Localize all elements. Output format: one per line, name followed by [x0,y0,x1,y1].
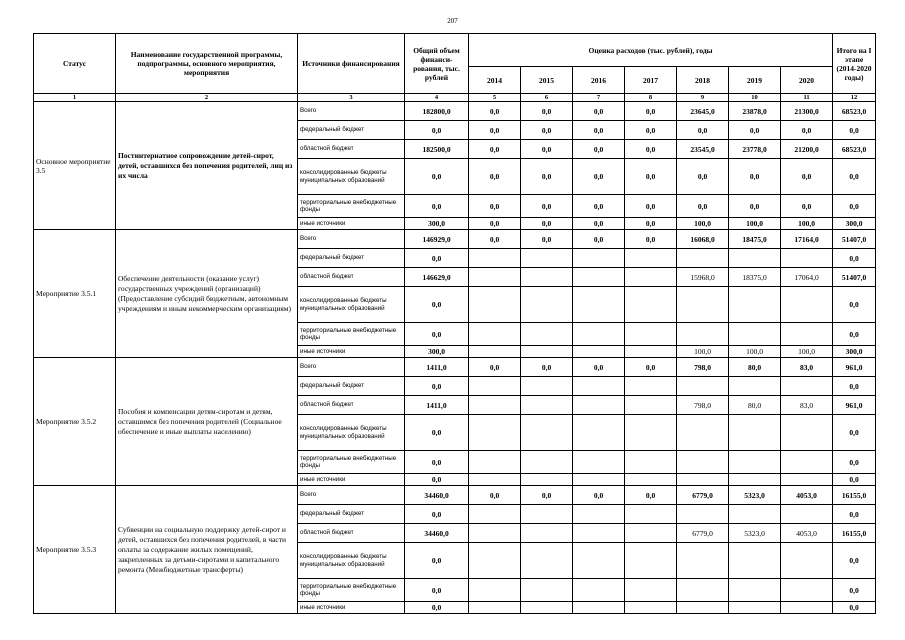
column-number: 9 [677,94,729,102]
year-value [469,451,521,474]
year-value: 80,0 [729,396,781,415]
total-value: 0,0 [405,249,469,268]
year-value: 4053,0 [781,524,833,543]
stage-total-value: 0,0 [833,474,876,486]
year-value: 100,0 [677,346,729,358]
funding-source: федеральный бюджет [298,249,405,268]
total-value: 34460,0 [405,486,469,505]
funding-source: иные источники [298,218,405,230]
year-value: 0,0 [469,102,521,121]
year-value [781,579,833,602]
year-value [729,474,781,486]
year-value [573,249,625,268]
year-value [729,543,781,579]
column-number: 3 [298,94,405,102]
column-number: 4 [405,94,469,102]
funding-source: консолидированные бюджеты муниципальных образований [298,287,405,323]
funding-source: областной бюджет [298,396,405,415]
column-number: 10 [729,94,781,102]
year-value: 0,0 [625,102,677,121]
year-value: 6779,0 [677,524,729,543]
year-value: 0,0 [573,195,625,218]
year-value [521,451,573,474]
year-value [573,287,625,323]
total-value: 1411,0 [405,396,469,415]
year-value [625,524,677,543]
year-value [625,268,677,287]
funding-source: территориальные внебюджетные фонды [298,195,405,218]
table-row [34,230,876,249]
header-year: 2016 [573,67,625,94]
year-value [521,543,573,579]
year-value: 0,0 [521,486,573,505]
year-value [573,323,625,346]
total-value: 0,0 [405,474,469,486]
total-value: 0,0 [405,323,469,346]
year-value [729,377,781,396]
year-value: 0,0 [625,159,677,195]
year-value [625,377,677,396]
year-value: 0,0 [573,486,625,505]
stage-total-value: 300,0 [833,218,876,230]
total-value: 146629,0 [405,268,469,287]
year-value [469,287,521,323]
year-value: 0,0 [781,121,833,140]
year-value [573,396,625,415]
year-value [469,579,521,602]
year-value [781,602,833,614]
year-value [573,451,625,474]
year-value: 798,0 [677,396,729,415]
header-year: 2020 [781,67,833,94]
funding-source: Всего [298,230,405,249]
total-value: 300,0 [405,346,469,358]
year-value: 100,0 [781,218,833,230]
year-value [781,415,833,451]
year-value: 18375,0 [729,268,781,287]
stage-total-value: 0,0 [833,505,876,524]
year-value: 100,0 [781,346,833,358]
year-value: 100,0 [729,346,781,358]
year-value: 80,0 [729,358,781,377]
column-number: 11 [781,94,833,102]
year-value: 0,0 [469,140,521,159]
total-value: 182500,0 [405,140,469,159]
year-value [469,268,521,287]
funding-source: территориальные внебюджетные фонды [298,323,405,346]
year-value: 0,0 [729,195,781,218]
total-value: 0,0 [405,579,469,602]
year-value: 17164,0 [781,230,833,249]
column-number: 1 [34,94,116,102]
year-value [625,323,677,346]
year-value [729,602,781,614]
year-value [729,505,781,524]
year-value [625,505,677,524]
total-value: 146929,0 [405,230,469,249]
year-value: 23878,0 [729,102,781,121]
year-value [469,474,521,486]
funding-source: иные источники [298,474,405,486]
column-number: 7 [573,94,625,102]
header-year: 2017 [625,67,677,94]
year-value: 100,0 [729,218,781,230]
year-value [573,579,625,602]
stage-total-value: 961,0 [833,358,876,377]
year-value [677,377,729,396]
year-value: 0,0 [729,159,781,195]
year-value: 0,0 [573,358,625,377]
year-value [521,346,573,358]
year-value [729,451,781,474]
year-value [781,323,833,346]
funding-source: иные источники [298,602,405,614]
stage-total-value: 0,0 [833,195,876,218]
row-name: Обеспечение деятельности (оказание услуг) государственных учреждений (организаций) (Предоставление субсидий бюджетным, автономным учреждениям и иным некоммерческим организациям) [116,230,298,358]
total-value: 0,0 [405,159,469,195]
total-value: 0,0 [405,377,469,396]
header-stage-total: Итого на I этапе (2014-2020 годы) [833,34,876,94]
header-estimate: Оценка расходов (тыс. рублей), годы [469,34,833,67]
year-value [625,346,677,358]
year-value [469,377,521,396]
total-value: 0,0 [405,543,469,579]
table-row [34,486,876,505]
stage-total-value: 16155,0 [833,486,876,505]
year-value [469,323,521,346]
total-value: 0,0 [405,415,469,451]
stage-total-value: 0,0 [833,543,876,579]
stage-total-value: 0,0 [833,287,876,323]
year-value [521,524,573,543]
year-value [625,474,677,486]
year-value: 0,0 [625,358,677,377]
funding-source: консолидированные бюджеты муниципальных образований [298,543,405,579]
year-value: 0,0 [677,195,729,218]
year-value: 0,0 [521,230,573,249]
year-value [625,287,677,323]
table-row [34,102,876,121]
year-value [625,543,677,579]
year-value: 0,0 [469,218,521,230]
year-value: 4053,0 [781,486,833,505]
year-value [625,602,677,614]
total-value: 0,0 [405,451,469,474]
year-value: 0,0 [573,218,625,230]
year-value [573,377,625,396]
year-value: 0,0 [625,218,677,230]
total-value: 182800,0 [405,102,469,121]
year-value [781,287,833,323]
funding-source: федеральный бюджет [298,377,405,396]
year-value [625,451,677,474]
stage-total-value: 0,0 [833,451,876,474]
year-value: 0,0 [521,195,573,218]
year-value: 0,0 [781,195,833,218]
year-value [469,524,521,543]
stage-total-value: 0,0 [833,121,876,140]
year-value [573,474,625,486]
year-value: 0,0 [521,140,573,159]
funding-source: областной бюджет [298,140,405,159]
year-value [781,474,833,486]
year-value: 0,0 [781,159,833,195]
year-value [521,474,573,486]
year-value: 0,0 [521,358,573,377]
year-value [573,415,625,451]
year-value [781,249,833,268]
funding-source: консолидированные бюджеты муниципальных образований [298,159,405,195]
total-value: 300,0 [405,218,469,230]
year-value: 0,0 [625,486,677,505]
year-value: 16068,0 [677,230,729,249]
year-value: 18475,0 [729,230,781,249]
column-number: 6 [521,94,573,102]
column-number: 8 [625,94,677,102]
column-number: 2 [116,94,298,102]
header-source: Источники финансирования [298,34,405,94]
header-name: Наименование государственной программы, подпрограммы, основного мероприятия, мероприятия [116,34,298,94]
year-value [521,415,573,451]
row-name: Пособия и компенсации детям-сиротам и детям, оставшимся без попечения родителей (Социальное обеспечение и иные выплаты населению) [116,358,298,486]
total-value: 0,0 [405,602,469,614]
year-value [573,602,625,614]
year-value [573,524,625,543]
stage-total-value: 300,0 [833,346,876,358]
year-value: 0,0 [469,486,521,505]
header-year: 2014 [469,67,521,94]
year-value [781,543,833,579]
year-value: 0,0 [573,121,625,140]
funding-source: Всего [298,486,405,505]
year-value: 23545,0 [677,140,729,159]
stage-total-value: 0,0 [833,602,876,614]
year-value: 5323,0 [729,486,781,505]
funding-source: федеральный бюджет [298,505,405,524]
header-status: Статус [34,34,116,94]
year-value: 83,0 [781,358,833,377]
year-value [469,602,521,614]
year-value: 0,0 [521,121,573,140]
column-number-row [34,94,876,102]
year-value [573,268,625,287]
year-value [469,249,521,268]
header-year: 2018 [677,67,729,94]
year-value [521,579,573,602]
funding-source: областной бюджет [298,268,405,287]
year-value [521,396,573,415]
stage-total-value: 0,0 [833,249,876,268]
year-value [573,346,625,358]
page-number: 207 [447,17,458,25]
year-value [677,474,729,486]
year-value: 6779,0 [677,486,729,505]
year-value [677,602,729,614]
funding-source: федеральный бюджет [298,121,405,140]
funding-source: консолидированные бюджеты муниципальных образований [298,415,405,451]
year-value [625,396,677,415]
stage-total-value: 0,0 [833,415,876,451]
year-value [573,505,625,524]
year-value [521,287,573,323]
year-value: 0,0 [729,121,781,140]
year-value [521,268,573,287]
total-value: 0,0 [405,287,469,323]
year-value: 0,0 [625,121,677,140]
year-value [625,415,677,451]
funding-source: иные источники [298,346,405,358]
row-status: Основное мероприятие 3.5 [34,102,116,230]
year-value: 0,0 [469,358,521,377]
year-value: 0,0 [573,230,625,249]
row-status: Мероприятие 3.5.3 [34,486,116,614]
header-year: 2019 [729,67,781,94]
year-value: 17064,0 [781,268,833,287]
header-year: 2015 [521,67,573,94]
year-value: 100,0 [677,218,729,230]
year-value: 23778,0 [729,140,781,159]
year-value: 0,0 [677,159,729,195]
year-value [469,346,521,358]
total-value: 34460,0 [405,524,469,543]
year-value [677,505,729,524]
stage-total-value: 68523,0 [833,140,876,159]
year-value: 5323,0 [729,524,781,543]
year-value: 798,0 [677,358,729,377]
row-status: Мероприятие 3.5.1 [34,230,116,358]
column-number: 5 [469,94,521,102]
budget-table [33,33,876,614]
year-value [625,579,677,602]
year-value: 0,0 [469,195,521,218]
year-value: 0,0 [521,218,573,230]
row-status: Мероприятие 3.5.2 [34,358,116,486]
year-value: 0,0 [469,159,521,195]
year-value: 0,0 [573,159,625,195]
year-value: 0,0 [573,102,625,121]
year-value: 0,0 [625,230,677,249]
year-value [469,415,521,451]
year-value [781,505,833,524]
year-value [469,543,521,579]
stage-total-value: 0,0 [833,159,876,195]
header-total: Общий объем финанси-рования, тыс. рублей [405,34,469,94]
year-value [677,287,729,323]
table-body [34,102,876,614]
year-value [781,377,833,396]
year-value [521,323,573,346]
year-value: 0,0 [469,121,521,140]
year-value: 0,0 [625,140,677,159]
year-value [781,451,833,474]
year-value [677,543,729,579]
year-value: 21300,0 [781,102,833,121]
year-value [677,451,729,474]
year-value: 0,0 [521,102,573,121]
stage-total-value: 51407,0 [833,230,876,249]
total-value: 0,0 [405,121,469,140]
year-value: 0,0 [677,121,729,140]
year-value [625,249,677,268]
funding-source: территориальные внебюджетные фонды [298,579,405,602]
year-value [677,249,729,268]
stage-total-value: 51407,0 [833,268,876,287]
year-value [469,505,521,524]
year-value: 0,0 [625,195,677,218]
year-value [469,396,521,415]
stage-total-value: 16155,0 [833,524,876,543]
column-number: 12 [833,94,876,102]
row-name: Субвенции на социальную поддержку детей-сирот и детей, оставшихся без попечения родителей, в части оплаты за содержание жилых помещений, закрепленных за детьми-сиротами и капитального ремонта (Межбюджетные трансферты) [116,486,298,614]
year-value: 0,0 [469,230,521,249]
year-value [521,249,573,268]
funding-source: областной бюджет [298,524,405,543]
stage-total-value: 68523,0 [833,102,876,121]
year-value: 21200,0 [781,140,833,159]
stage-total-value: 961,0 [833,396,876,415]
total-value: 0,0 [405,505,469,524]
table-header [34,34,876,102]
total-value: 0,0 [405,195,469,218]
year-value: 15968,0 [677,268,729,287]
year-value [521,377,573,396]
year-value [521,505,573,524]
stage-total-value: 0,0 [833,579,876,602]
table-row [34,358,876,377]
year-value: 23645,0 [677,102,729,121]
stage-total-value: 0,0 [833,377,876,396]
row-name: Постинтернатное сопровождение детей-сирот, детей, оставшихся без попечения родителей, лиц из их числа [116,102,298,230]
total-value: 1411,0 [405,358,469,377]
year-value [677,579,729,602]
year-value [729,249,781,268]
year-value [521,602,573,614]
stage-total-value: 0,0 [833,323,876,346]
year-value: 0,0 [573,140,625,159]
year-value: 83,0 [781,396,833,415]
year-value [573,543,625,579]
year-value [677,323,729,346]
year-value [729,415,781,451]
year-value [729,287,781,323]
funding-source: Всего [298,358,405,377]
year-value [729,579,781,602]
year-value [677,415,729,451]
funding-source: территориальные внебюджетные фонды [298,451,405,474]
funding-source: Всего [298,102,405,121]
year-value [729,323,781,346]
year-value: 0,0 [521,159,573,195]
